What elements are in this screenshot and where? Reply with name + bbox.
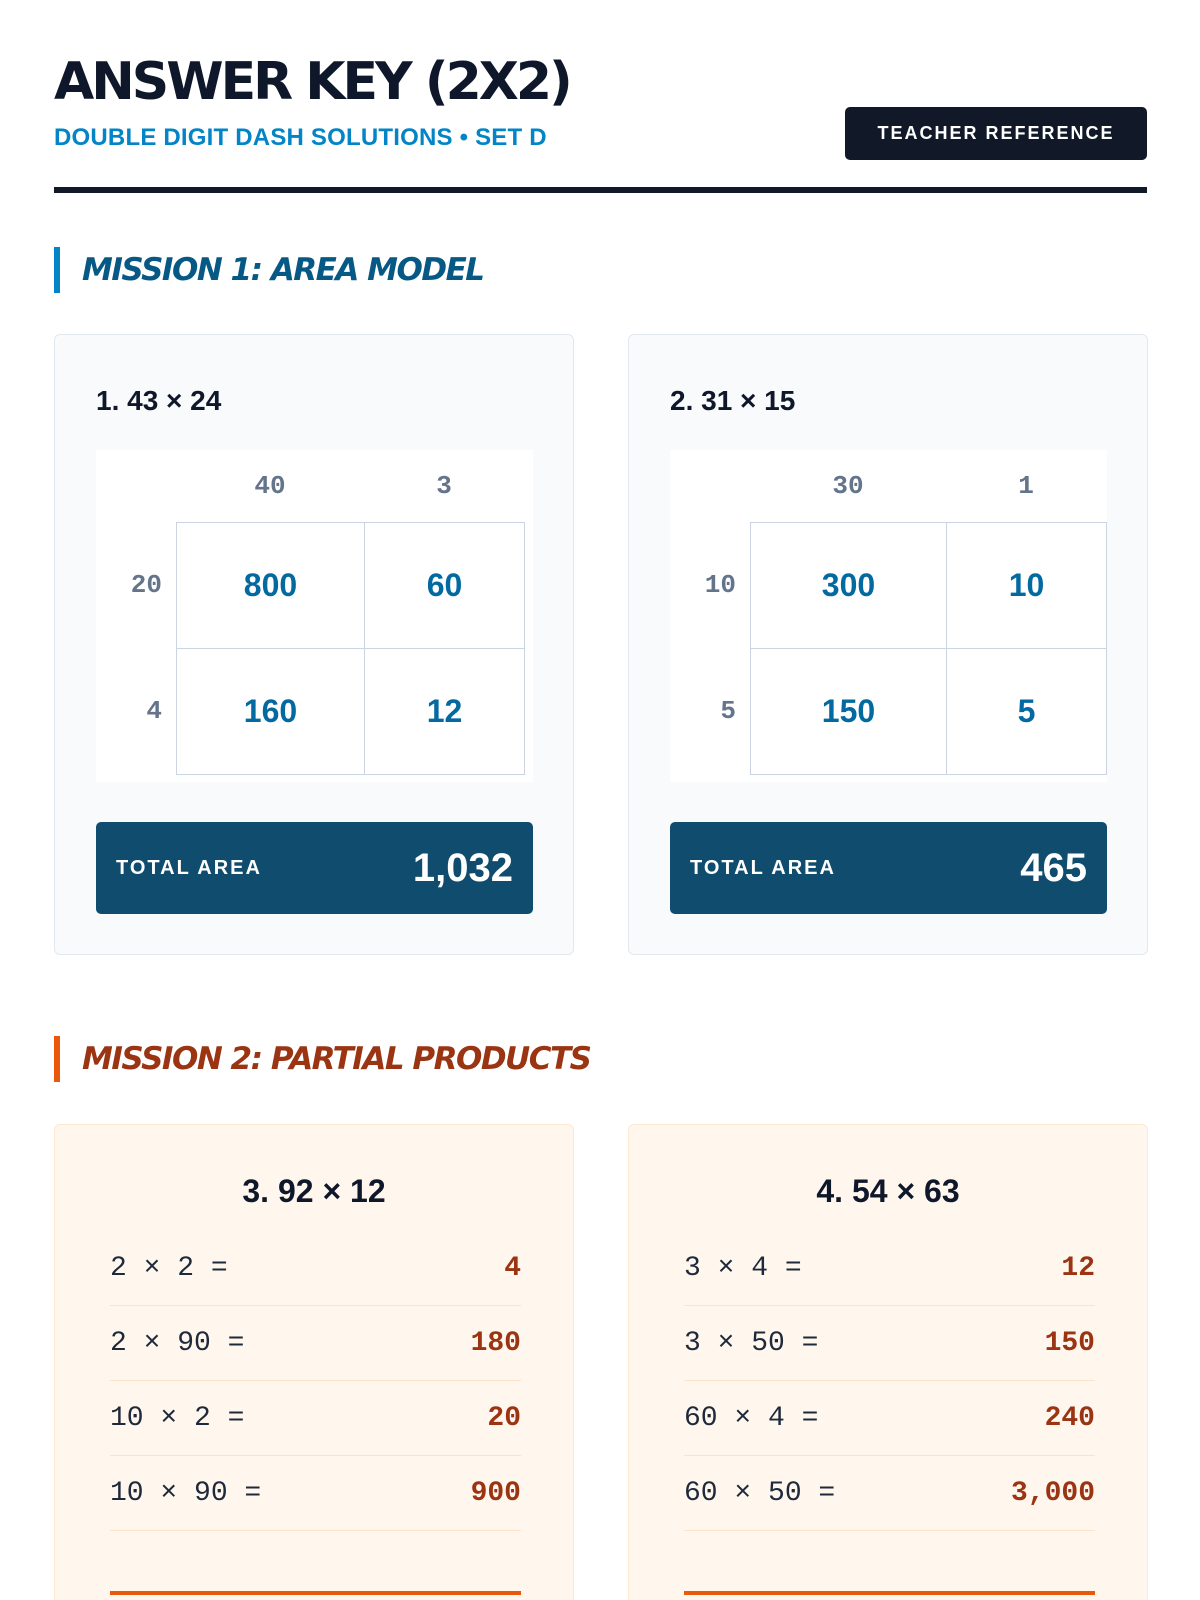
partial-product-row	[110, 1456, 521, 1531]
partial-product-value: 900	[470, 1478, 521, 1509]
partial-product-row	[684, 1456, 1095, 1531]
total-area-bar	[96, 822, 533, 914]
area-cell: 160	[176, 648, 365, 775]
area-cell: 5	[946, 648, 1107, 775]
mission2-heading	[54, 1036, 590, 1082]
partial-product-expression: 3 × 50 =	[684, 1328, 819, 1359]
total-area-label: TOTAL AREA	[116, 856, 262, 879]
area-cell: 12	[364, 648, 525, 775]
partial-product-value: 12	[1061, 1253, 1095, 1284]
area-grid	[670, 450, 1107, 782]
partial-product-row	[110, 1381, 521, 1456]
column-label: 40	[254, 471, 286, 501]
page-subtitle: DOUBLE DIGIT DASH SOLUTIONS • SET D	[54, 124, 547, 151]
partial-product-row	[110, 1231, 521, 1306]
column-label: 30	[832, 471, 864, 501]
partial-product-expression: 60 × 4 =	[684, 1403, 819, 1434]
partial-product-value: 240	[1044, 1403, 1095, 1434]
partial-products-list	[684, 1231, 1095, 1531]
mission1-heading-text: MISSION 1: AREA MODEL	[82, 252, 484, 288]
total-area-value: 465	[1020, 845, 1087, 890]
row-label: 5	[720, 696, 736, 726]
total-area-bar	[670, 822, 1107, 914]
partial-products-list	[110, 1231, 521, 1531]
partial-product-value: 4	[504, 1253, 521, 1284]
area-grid	[96, 450, 533, 782]
partial-product-expression: 60 × 50 =	[684, 1478, 836, 1509]
answer-key-page	[54, 0, 1147, 1509]
area-model-card-1	[54, 334, 574, 955]
mission2-accent-bar	[54, 1036, 60, 1082]
header-divider	[54, 187, 1147, 193]
partial-product-expression: 2 × 2 =	[110, 1253, 228, 1284]
partial-product-expression: 3 × 4 =	[684, 1253, 802, 1284]
problem-title: 4. 54 × 63	[816, 1173, 960, 1209]
sum-rule	[684, 1591, 1095, 1595]
area-cell: 150	[750, 648, 947, 775]
area-model-card-2	[628, 334, 1148, 955]
partial-product-row	[110, 1306, 521, 1381]
page-title: ANSWER KEY (2X2)	[54, 52, 570, 112]
column-label: 3	[436, 471, 452, 501]
sum-rule	[110, 1591, 521, 1595]
problem-title: 1. 43 × 24	[96, 385, 222, 416]
partial-product-expression: 2 × 90 =	[110, 1328, 245, 1359]
row-label: 20	[130, 570, 162, 600]
row-label: 10	[704, 570, 736, 600]
area-cell: 10	[946, 522, 1107, 649]
area-cell: 800	[176, 522, 365, 649]
partial-product-value: 180	[470, 1328, 521, 1359]
area-cell: 300	[750, 522, 947, 649]
partial-product-expression: 10 × 90 =	[110, 1478, 262, 1509]
page-header	[54, 0, 1147, 194]
partial-product-row	[684, 1381, 1095, 1456]
mission1-accent-bar	[54, 247, 60, 293]
total-area-label: TOTAL AREA	[690, 856, 836, 879]
partial-products-card-3	[54, 1124, 574, 1600]
partial-products-card-4	[628, 1124, 1148, 1600]
area-cell: 60	[364, 522, 525, 649]
partial-product-row	[684, 1231, 1095, 1306]
mission1-heading	[54, 247, 484, 293]
mission2-heading-text: MISSION 2: PARTIAL PRODUCTS	[82, 1041, 591, 1077]
partial-product-row	[684, 1306, 1095, 1381]
row-label: 4	[146, 696, 162, 726]
total-area-value: 1,032	[412, 845, 513, 890]
partial-product-expression: 10 × 2 =	[110, 1403, 245, 1434]
partial-product-value: 3,000	[1010, 1478, 1095, 1509]
column-label: 1	[1018, 471, 1034, 501]
problem-title: 2. 31 × 15	[670, 385, 796, 416]
partial-product-value: 20	[487, 1403, 521, 1434]
partial-product-value: 150	[1044, 1328, 1095, 1359]
problem-title: 3. 92 × 12	[242, 1173, 386, 1209]
teacher-reference-badge: TEACHER REFERENCE	[845, 107, 1147, 160]
